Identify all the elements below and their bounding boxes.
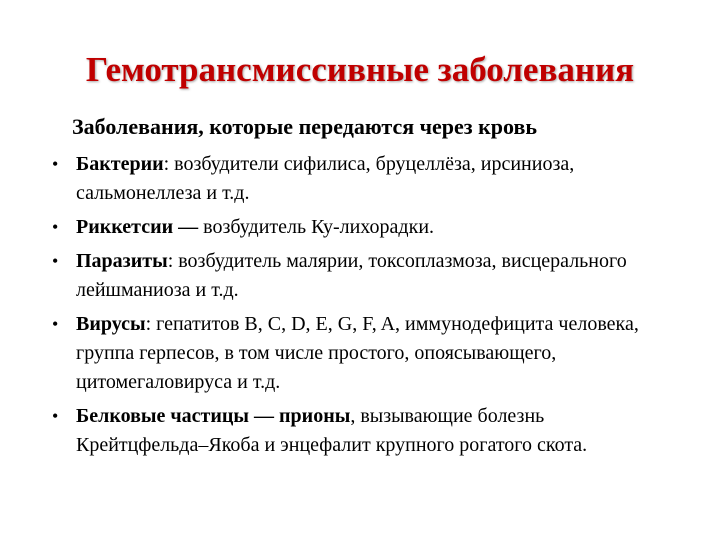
- bullet-item-bacteria: [50, 150, 670, 208]
- bullet-text: возбудитель Ку-лихорадки.: [198, 216, 435, 238]
- bullet-text: : гепатитов B, C, D, E, G, F, A, иммунодефицита человека, группа герпесов, в том числе простого, опоясывающего, цитомегаловируса и т.д.: [76, 313, 639, 393]
- bullet-term: Белковые частицы — прионы: [76, 405, 351, 427]
- bullet-list: [50, 150, 670, 465]
- bullet-icon: •: [52, 251, 59, 271]
- bullet-item-viruses: [50, 310, 670, 397]
- bullet-text: : возбудитель малярии, токсоплазмоза, висцерального лейшманиоза и т.д.: [76, 250, 627, 301]
- bullet-term: Риккетсии —: [76, 216, 199, 238]
- bullet-item-prions: [50, 402, 670, 460]
- bullet-text: , вызывающие болезнь Крейтцфельда–Якоба и энцефалит крупного рогатого скота.: [76, 405, 588, 456]
- bullet-icon: •: [52, 217, 59, 237]
- slide-subtitle: Заболевания, которые передаются через кровь: [72, 114, 537, 139]
- bullet-term: Вирусы: [76, 313, 146, 335]
- bullet-icon: •: [52, 314, 59, 334]
- bullet-term: Паразиты: [76, 250, 168, 272]
- bullet-icon: •: [52, 406, 59, 426]
- bullet-item-rickettsia: [50, 213, 670, 242]
- bullet-term: Бактерии: [76, 153, 164, 175]
- bullet-item-parasites: [50, 247, 670, 305]
- bullet-icon: •: [52, 154, 59, 174]
- slide-title: Гемотрансмиссивные заболевания: [85, 50, 635, 89]
- bullet-text: : возбудители сифилиса, бруцеллёза, ирсиниоза, сальмонеллеза и т.д.: [76, 153, 575, 204]
